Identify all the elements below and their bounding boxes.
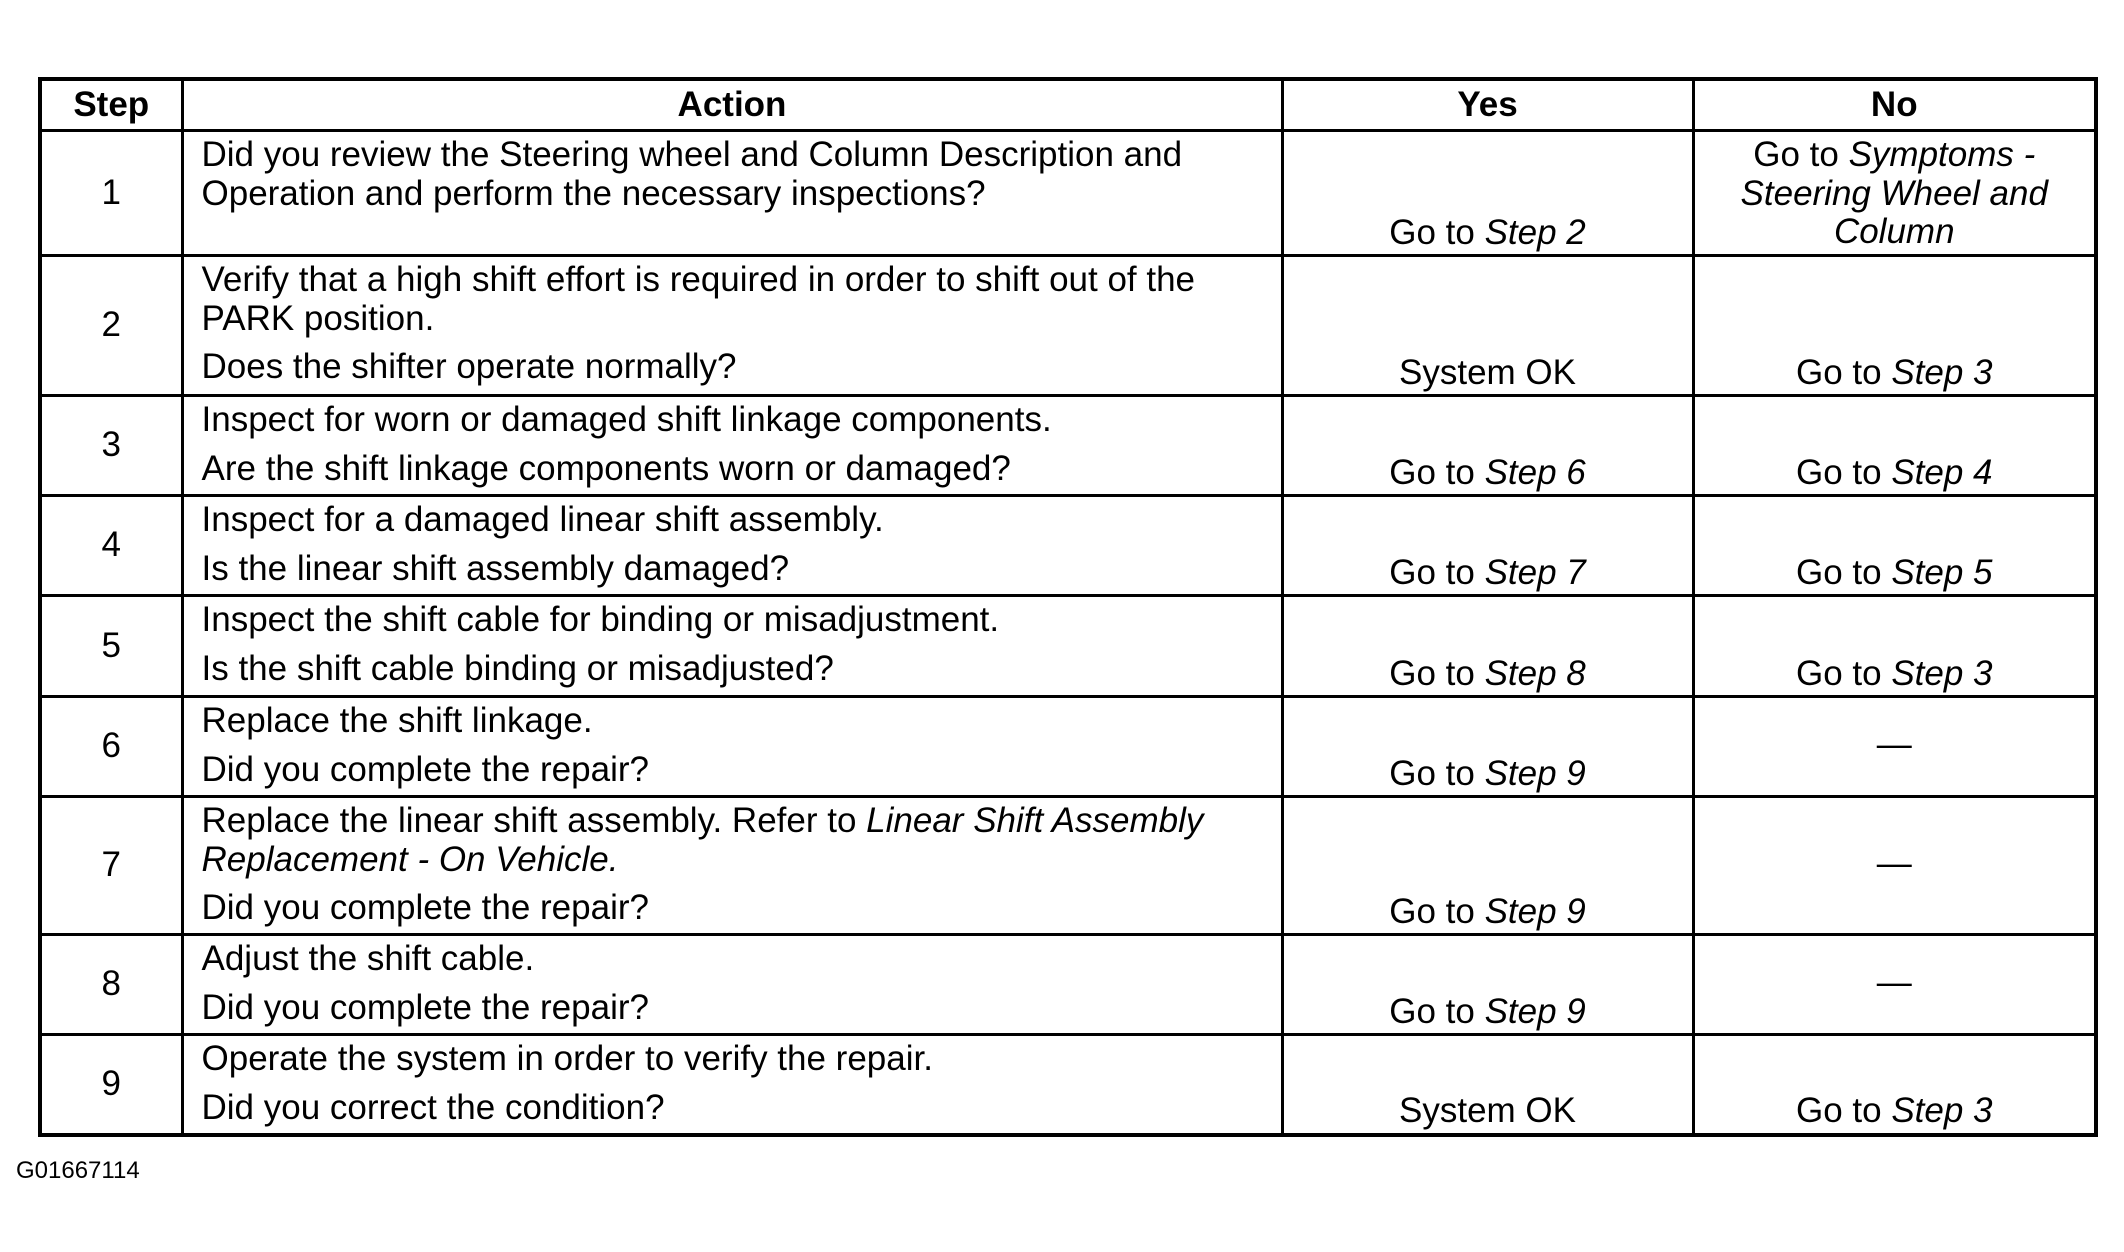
yes-cell	[1282, 131, 1693, 256]
table-row	[40, 496, 2096, 596]
no-cell	[1693, 797, 2096, 935]
yes-step-ref: Step 8	[1484, 653, 1586, 693]
table-row	[40, 396, 2096, 496]
yes-cell	[1282, 697, 1693, 797]
yes-step-ref: Step 6	[1484, 452, 1586, 492]
yes-prefix: Go to	[1389, 753, 1485, 793]
no-symptoms-ref: Symptoms - Steering Wheel and Column	[1740, 135, 2048, 251]
yes-prefix: Go to	[1389, 452, 1485, 492]
action-question: Did you complete the repair?	[201, 888, 649, 927]
action-text: Replace the linear shift assembly. Refer to	[201, 801, 867, 840]
action-cell	[182, 131, 1282, 256]
figure-id: G01667114	[16, 1157, 140, 1184]
header-step: Step	[40, 79, 182, 131]
step-number: 3	[40, 396, 182, 496]
no-prefix: Go to	[1753, 135, 1849, 174]
step-number: 1	[40, 131, 182, 256]
yes-cell	[1282, 935, 1693, 1035]
step-number: 8	[40, 935, 182, 1035]
action-cell	[182, 797, 1282, 935]
yes-prefix: Go to	[1389, 991, 1485, 1031]
action-text: Inspect for worn or damaged shift linkage components.	[201, 400, 1052, 439]
yes-prefix: Go to	[1389, 891, 1485, 931]
yes-prefix: System OK	[1399, 352, 1576, 392]
step-number: 6	[40, 697, 182, 797]
no-cell	[1693, 496, 2096, 596]
step-number: 2	[40, 256, 182, 396]
yes-cell	[1282, 797, 1693, 935]
action-text-block	[202, 802, 1263, 879]
no-prefix: Go to	[1795, 352, 1892, 392]
action-question: Are the shift linkage components worn or damaged?	[201, 448, 1011, 488]
table-row	[40, 697, 2096, 797]
action-cell	[182, 256, 1282, 396]
no-step-ref: Step 3	[1891, 352, 1993, 392]
action-question: Did you correct the condition?	[201, 1087, 665, 1127]
action-text: Did you review the Steering wheel and Column Description and Operation and perform the necessary inspections?	[201, 135, 1183, 213]
action-cell	[182, 496, 1282, 596]
no-step-ref: Step 5	[1891, 552, 1993, 592]
step-number: 5	[40, 596, 182, 697]
yes-step-ref: Step 9	[1484, 991, 1586, 1031]
no-cell	[1693, 131, 2096, 256]
header-yes: Yes	[1282, 79, 1693, 131]
no-step-ref: Step 3	[1891, 653, 1993, 693]
action-question: Is the linear shift assembly damaged?	[201, 548, 790, 588]
yes-prefix: System OK	[1399, 1091, 1576, 1130]
yes-cell	[1282, 596, 1693, 697]
action-text: Operate the system in order to verify the repair.	[201, 1039, 933, 1078]
no-cell	[1693, 697, 2096, 797]
no-cell	[1693, 396, 2096, 496]
no-cell	[1693, 1035, 2096, 1135]
diagnostic-table	[38, 77, 2098, 1137]
table-row	[40, 935, 2096, 1035]
action-text: Replace the shift linkage.	[201, 701, 593, 740]
yes-step-ref: Step 7	[1484, 552, 1586, 592]
table-row	[40, 131, 2096, 256]
no-step-ref: Step 4	[1891, 452, 1993, 492]
action-question: Did you complete the repair?	[201, 987, 649, 1027]
yes-cell	[1282, 396, 1693, 496]
action-cell	[182, 596, 1282, 697]
yes-prefix: Go to	[1389, 653, 1485, 693]
action-text: Inspect the shift cable for binding or misadjustment.	[201, 600, 1000, 639]
no-prefix: Go to	[1795, 1091, 1892, 1130]
table-row	[40, 797, 2096, 935]
no-dash: —	[1876, 844, 1912, 884]
action-question: Did you complete the repair?	[201, 749, 649, 789]
action-cell	[182, 1035, 1282, 1135]
table-row	[40, 1035, 2096, 1135]
yes-step-ref: Step 2	[1484, 212, 1586, 252]
action-cell	[182, 935, 1282, 1035]
no-dash: —	[1876, 725, 1912, 765]
header-no: No	[1693, 79, 2096, 131]
action-text: Inspect for a damaged linear shift assembly.	[201, 500, 884, 539]
no-cell	[1693, 596, 2096, 697]
no-prefix: Go to	[1795, 653, 1892, 693]
no-step-ref: Step 3	[1891, 1091, 1993, 1130]
no-prefix: Go to	[1795, 552, 1892, 592]
no-cell	[1693, 256, 2096, 396]
action-text: Verify that a high shift effort is required in order to shift out of the PARK position.	[201, 260, 1196, 338]
action-cell	[182, 396, 1282, 496]
action-text: Adjust the shift cable.	[201, 939, 535, 978]
step-number: 7	[40, 797, 182, 935]
table-row	[40, 256, 2096, 396]
no-cell	[1693, 935, 2096, 1035]
yes-step-ref: Step 9	[1484, 753, 1586, 793]
yes-prefix: Go to	[1389, 212, 1485, 252]
header-action: Action	[182, 79, 1282, 131]
action-cell	[182, 697, 1282, 797]
table-row	[40, 596, 2096, 697]
action-question: Is the shift cable binding or misadjusted?	[201, 648, 834, 688]
header-row	[40, 79, 2096, 131]
no-prefix: Go to	[1795, 452, 1892, 492]
action-question: Does the shifter operate normally?	[201, 347, 737, 386]
step-number: 4	[40, 496, 182, 596]
yes-step-ref: Step 9	[1484, 891, 1586, 931]
yes-prefix: Go to	[1389, 552, 1485, 592]
yes-cell	[1282, 1035, 1693, 1135]
action-reference: Linear Shift Assembly Replacement - On Vehicle.	[201, 801, 1204, 879]
yes-cell	[1282, 256, 1693, 396]
no-dash: —	[1876, 963, 1912, 1003]
yes-cell	[1282, 496, 1693, 596]
step-number: 9	[40, 1035, 182, 1135]
